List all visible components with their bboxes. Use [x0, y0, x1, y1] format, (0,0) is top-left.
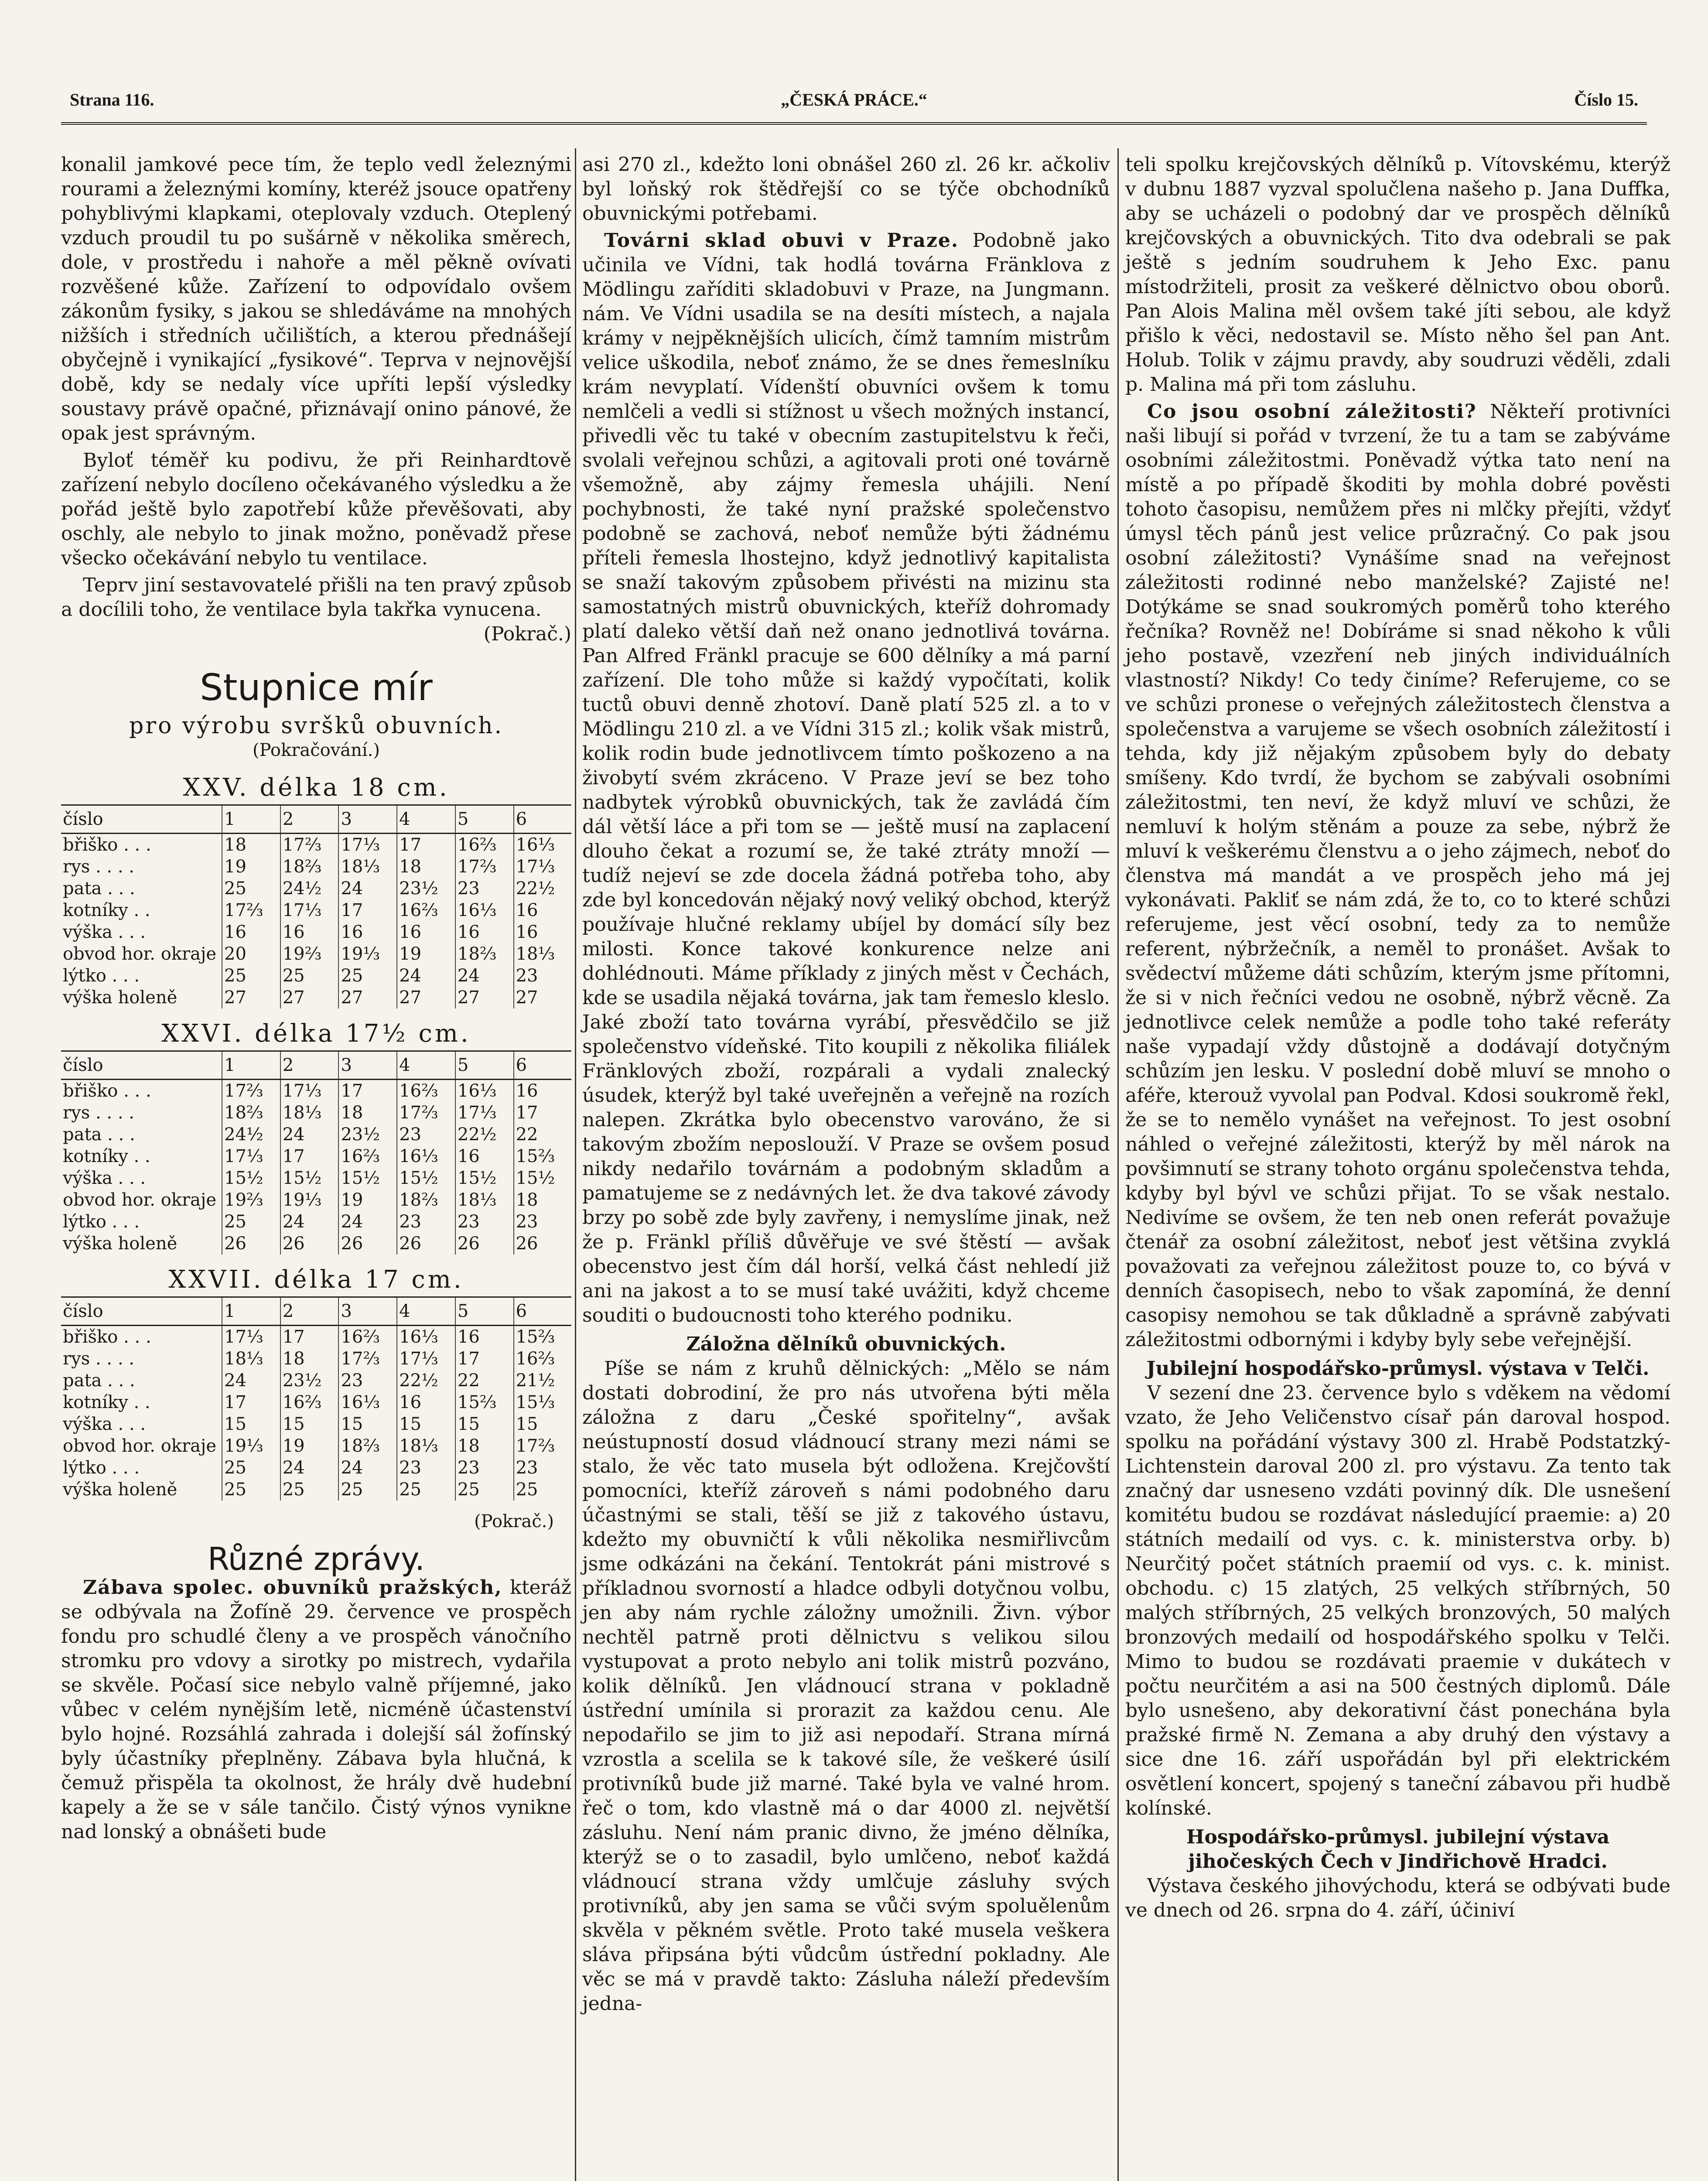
table-cell: 17	[338, 1080, 397, 1102]
column-3	[1125, 153, 1670, 1925]
row-label: kotníky . .	[63, 1392, 150, 1412]
news-heading: Zábava spolec. obuvníků pražských,	[83, 1576, 502, 1599]
table-cell: 17⅔	[222, 1080, 280, 1102]
table-cell: 17	[280, 1145, 339, 1167]
table-cell: 23	[455, 1457, 514, 1479]
table-row	[61, 834, 571, 856]
table-cell: 15⅔	[514, 1145, 571, 1167]
news-item: Co jsou osobní záležitosti? Někteří protivníci naši libují si pořád v tvrzení, že tu a tam se zabýváme osobními záležitostmi. Poněvadž výtka tato není na místě a po případě škoditi by mohla dobré pověsti tohoto časopisu, nemůžem přes ni mlčky přejíti, vždyť úmysl těch pánů jest velice průzračný. Co pak jsou osobní záležitosti? Vynášíme snad na veřejnost záležitosti rodinné nebo manželské? Zajisté ne! Dotýkáme se snad soukromých poměrů toho kterého řečníka? Rovněž ne! Dobíráme si snad někoho k vůli jeho postavě, vzezření neb jiných individuálních vlastností? Nikdy! Co tedy činíme? Referujeme, co se ve schůzi pronese o veřejných záležitostech členstva a společenstva a varujeme se všech osobních záležitostí i tehda, kdy již nějakým způsobem byly do debaty smíšeny. Kdo tvrdí, že bychom se zabývali osobními záležitostmi, ten neví, že když mluví ve schůzi, že nemluví k holým stěnám a pouze za sebe, nýbrž že mluví k veškerému členstvu a o jeho zájmech, neboť do členstva má mandát a ve prospěch jeho má jej vykonávati. Pakliť se nám zdá, že to, co to které schůzi referujeme, jest věcí osobní, tedy za to nemůže referent, nýbržečník, a neměl to pronášet. Avšak to svědectví můžeme dáti schůzím, kterým jsme přítomni, že si v nich řečníci vedou ne osobně, nýbrž věcně. Za jednotlivce celek nemůže a podle toho také referáty naše vypadají vždy důstojně a dodávají dotyčným schůzím jen lesku. V poslední době mluví se mnoho o aféře, kterouž vyvolal pan Podval. Kdosi soukromě řekl, že se to nemělo vynášet na veřejnost. To jest osobní náhled o veřejné záležitosti, kterýž by měl nárok na povšimnutí se strany tohoto orgánu společenstva tehda, kdyby byl bývl ve schůzi přijat. To se však nestalo. Nedivíme se ovšem, že ten neb onen referát považuje čtenář za osobní záležitost, neboť jest většina zvyklá považovati za veřejnou záležitost pouze to, co bývá v denních časopisech, nebo to však zapomíná, že denní casopisy nemohou se tak důkladně a správně zabývati záležitostmi odbornými i kdyby byly sebe veřejnější.	[1125, 400, 1670, 1351]
table-cell: 18	[514, 1189, 571, 1211]
row-label: pata . . .	[63, 879, 135, 899]
measure-table	[61, 1050, 571, 1255]
header-rule	[61, 122, 1647, 125]
news-heading: Továrni sklad obuvi v Praze.	[604, 229, 959, 252]
table-cell: 23½	[280, 1370, 339, 1391]
table-row	[61, 1391, 571, 1413]
table-cell: 25	[397, 1479, 455, 1501]
table-cell: 16	[514, 1080, 571, 1102]
table-cell: 18⅔	[338, 1435, 397, 1457]
table-header-cell: 3	[338, 1297, 397, 1326]
table-cell: 26	[338, 1233, 397, 1255]
table-row	[61, 1457, 571, 1479]
table-cell: 17	[222, 1391, 280, 1413]
table-cell: 27	[397, 987, 455, 1008]
news-heading: Hospodářsko-průmysl. jubilejní výstava jihočeských Čech v Jindřichově Hradci.	[1186, 1826, 1610, 1873]
table-cell: 18⅔	[455, 943, 514, 965]
table-title: XXVII. délka 17 cm.	[168, 1265, 464, 1294]
table-row	[61, 1211, 571, 1233]
table-row	[61, 899, 571, 921]
table-row	[61, 1189, 571, 1211]
table-cell: 17⅓	[397, 1348, 455, 1370]
table-cell: 15	[280, 1413, 339, 1435]
table-cell: 24½	[222, 1124, 280, 1145]
table-cell: 15	[455, 1413, 514, 1435]
row-label: břiško . . .	[63, 1327, 151, 1347]
table-header-cell: číslo	[61, 1051, 222, 1080]
table-cell: 17⅓	[338, 834, 397, 856]
row-label: výška . . .	[63, 1168, 146, 1188]
table-cell: 18⅓	[338, 856, 397, 878]
table-cell: 18⅓	[514, 943, 571, 965]
table-cell: 25	[222, 878, 280, 899]
table-cell: 19	[397, 943, 455, 965]
table-header-cell: 4	[397, 805, 455, 834]
table-cell: 23	[514, 1211, 571, 1233]
table-cell: 24½	[280, 878, 339, 899]
table-cell: 16⅔	[338, 1326, 397, 1348]
table-cell: 16	[338, 921, 397, 943]
table-cell: 16⅔	[280, 1391, 339, 1413]
table-cell: 25	[338, 965, 397, 987]
table-cell: 18⅔	[222, 1102, 280, 1124]
table-cell: 15½	[514, 1167, 571, 1189]
news-item: V sezení dne 23. července bylo s vděkem na vědomí vzato, že Jeho Veličenstvo císař pán daroval hospod. spolku na pořádání výstavy 300 zl. Hrabě Podstatzký-Lichtenstein daroval 200 zl. pro výstavu. Za tento tak značný dar usneseno vzdáti povinný dík. Dle usnešení komitétu budou se rozdávat následující praemie: a) 20 státních medailí od vys. c. k. ministerstva orby. b) Neurčitý počet státních praemií od vys. c. k. minist. obchodu. c) 15 zlatých, 25 velkých stříbrných, 50 malých stříbrných, 25 velkých bronzových, 50 malých bronzových medailí od hospodářského spolku v Telči. Mimo to budou se rozdávati praemie v dukátech v počtu neurčitém a asi na 500 čestných diplomů. Dále bylo usnešeno, aby dekorativní část ponechána byla pražské firmě N. Zemana a aby druhý den výstavy a sice dne 16. září uspořádán byl při elektrickém osvětlení koncert, spojený s taneční zábavou při hudbě kolínské.	[1125, 1382, 1670, 1819]
table-cell: 27	[455, 987, 514, 1008]
table-cell: 16	[397, 921, 455, 943]
table-cell: 16	[222, 921, 280, 943]
table-cell: 18⅓	[280, 1102, 339, 1124]
table-cell: 23	[455, 878, 514, 899]
table-cell: 27	[280, 987, 339, 1008]
table-cell: 22	[514, 1124, 571, 1145]
table-cell: 17⅔	[338, 1348, 397, 1370]
measure-tables	[61, 773, 571, 1501]
row-label: výška . . .	[63, 922, 146, 942]
table-cell: 24	[280, 1457, 339, 1479]
article-text: asi 270 zl., kdežto loni obnášel 260 zl. 26 kr. ačkoliv byl loňský rok štědřejší co se týče obchodníků obuvnickými potřebami.	[582, 154, 1110, 225]
table-row	[61, 1102, 571, 1124]
table-cell: 17⅓	[280, 899, 339, 921]
table-cell: 15	[338, 1413, 397, 1435]
table-cell: 18	[280, 1348, 339, 1370]
table-cell: 16	[455, 921, 514, 943]
table-cell: 22½	[514, 878, 571, 899]
row-label: břiško . . .	[63, 1081, 151, 1101]
table-cell: 24	[455, 965, 514, 987]
row-label: pata . . .	[63, 1125, 135, 1145]
table-cell: 17	[514, 1102, 571, 1124]
table-cell: 16⅓	[397, 1326, 455, 1348]
table-cell: 17⅔	[222, 899, 280, 921]
table-cell: 16⅔	[338, 1145, 397, 1167]
table-header-cell: číslo	[61, 1297, 222, 1326]
table-cell: 15	[222, 1413, 280, 1435]
table-cell: 23	[338, 1370, 397, 1391]
table-header-cell: 1	[222, 805, 280, 834]
table-cell: 17⅓	[280, 1080, 339, 1102]
article-text: Byloť téměř ku podivu, že při Reinhardtově zařízení nebylo docíleno očekávaného výsledku a že pořád ještě bylo zapotřebí kůže převěšovati, aby oschly, ale nebylo to jinak možno, poněvadž přese všecko očekávání nebylo tu ventilace.	[61, 449, 571, 569]
row-label: obvod hor. okraje	[63, 1436, 217, 1456]
table-cell: 19	[338, 1189, 397, 1211]
table-header-cell: 2	[280, 1051, 339, 1080]
table-row	[61, 878, 571, 899]
article-text: konalil jamkové pece tím, že teplo vedl železnými rourami a železnými komíny, kteréž jsouce opatřeny pohyblivými klapkami, oteplovaly vzduch. Oteplený vzduch proudil tu po sušárně v několika směrech, dole, v prostředu i nahoře a měl pěkně ovívati rozvěšené kůže. Zařízení to odpovídalo ovšem zákonům fysiky, s jakou se shledáváme na mnohých nižších i středních učilištích, a kterou přednášejí obyčejně i vynikající „fysikové“. Teprva v nejnovější době, kdy se nedaly více upříti lepší výsledky soustavy právě opačné, přiznávají onino pánové, že opak jest správným.	[61, 154, 571, 444]
continued-note: (Pokrač.)	[483, 623, 571, 645]
table-cell: 21½	[514, 1370, 571, 1391]
table-header-cell: 5	[455, 805, 514, 834]
table-cell: 25	[222, 1479, 280, 1501]
row-label: kotníky . .	[63, 1146, 150, 1166]
table-cell: 24	[338, 1211, 397, 1233]
table-cell: 18	[455, 1435, 514, 1457]
column-2	[582, 153, 1110, 2019]
table-cell: 15⅔	[514, 1326, 571, 1348]
table-header-cell: 1	[222, 1297, 280, 1326]
row-label: obvod hor. okraje	[63, 1190, 217, 1210]
table-cell: 26	[455, 1233, 514, 1255]
table-title: XXVI. délka 17½ cm.	[161, 1019, 471, 1048]
table-cell: 16	[514, 899, 571, 921]
table-row	[61, 1124, 571, 1145]
table-cell: 22½	[455, 1124, 514, 1145]
table-row	[61, 1413, 571, 1435]
table-cell: 19⅓	[280, 1189, 339, 1211]
table-cell: 24	[338, 878, 397, 899]
section-subtitle: pro výrobu svršků obuvních.	[129, 713, 504, 739]
table-cell: 16⅔	[455, 834, 514, 856]
table-row	[61, 965, 571, 987]
table-cell: 25	[222, 1211, 280, 1233]
page-header	[70, 89, 1638, 116]
row-label: lýtko . . .	[63, 1212, 140, 1232]
table-cell: 23	[397, 1457, 455, 1479]
table-cell: 24	[222, 1370, 280, 1391]
table-cell: 16⅓	[455, 899, 514, 921]
table-row	[61, 1326, 571, 1348]
table-cell: 19⅓	[338, 943, 397, 965]
table-row	[61, 1348, 571, 1370]
row-label: pata . . .	[63, 1371, 135, 1391]
row-label: rys . . . .	[63, 1103, 134, 1123]
table-cell: 27	[514, 987, 571, 1008]
table-cell: 15⅔	[455, 1391, 514, 1413]
table-cell: 16⅓	[514, 834, 571, 856]
news-item: Zábava spolec. obuvníků pražských, kteráž se odbývala na Žofíně 29. července ve prospěch fondu pro schudlé členy a ve prospěch vánočního stromku pro vdovy a sirotky po mistrech, vydařila se skvěle. Počasí sice nebylo valně příjemné, jako vůbec v celém nynějším letě, nicméně účastenství bylo hojné. Rozsáhlá zahrada i dolejší sál žofínský byly účastníky přeplněny. Zábava byla hlučná, k čemuž přispěla ta okolnost, že hrály dvě hudební kapely a že se v sále tančilo. Čistý výnos vynikne nad lonský a obnášeti bude	[61, 1576, 571, 1843]
table-cell: 24	[338, 1457, 397, 1479]
table-cell: 22	[455, 1370, 514, 1391]
article-text: Teprv jiní sestavovatelé přišli na ten pravý způsob a docílili toho, že ventilace byla takřka vynucena. (Pokrač.)	[61, 573, 571, 622]
column-1	[61, 153, 571, 1847]
table-title: XXV. délka 18 cm.	[183, 773, 450, 802]
table-header-cell: 1	[222, 1051, 280, 1080]
table-row	[61, 1080, 571, 1102]
row-label: břiško . . .	[63, 835, 151, 855]
table-cell: 17	[455, 1348, 514, 1370]
table-cell: 15½	[455, 1167, 514, 1189]
news-item: Výstava českého jihovýchodu, která se odbývati bude ve dnech od 26. srpna do 4. září, účiniví	[1125, 1875, 1670, 1921]
table-header-cell: 2	[280, 805, 339, 834]
table-cell: 24	[280, 1211, 339, 1233]
table-header-cell: 6	[514, 1051, 571, 1080]
table-cell: 25	[338, 1479, 397, 1501]
table-cell: 16⅓	[455, 1080, 514, 1102]
table-cell: 19⅓	[222, 1435, 280, 1457]
section-title: Stupnice mír	[200, 666, 433, 709]
table-row	[61, 987, 571, 1008]
table-cell: 25	[280, 1479, 339, 1501]
table-header-cell: 2	[280, 1297, 339, 1326]
article-text: teli spolku krejčovských dělníků p. Vítovskému, kterýž v dubnu 1887 vyzval spolučlena našeho p. Jana Duffka, aby se ucházeli o podobný dar ve prospěch dělníků krejčovských a obuvnických. Tito dva odebrali se pak ještě s jedním soudruhem k Jeho Exc. panu místodržiteli, prosit za veškeré dělnictvo obou oborů. Pan Alois Malina měl ovšem také jíti sebou, ale když přišlo k věci, nedostavil se. Místo něho šel pan Ant. Holub. Tolik v zájmu pravdy, aby soudruzi věděli, zdali p. Malina má při tom zásluhu.	[1125, 154, 1670, 396]
table-cell: 18⅔	[397, 1189, 455, 1211]
table-cell: 25	[222, 1457, 280, 1479]
table-cell: 19	[222, 856, 280, 878]
table-cell: 26	[222, 1233, 280, 1255]
table-row	[61, 856, 571, 878]
column-divider	[1117, 148, 1119, 2181]
table-cell: 16	[455, 1326, 514, 1348]
table-cell: 18	[338, 1102, 397, 1124]
table-cell: 17⅓	[222, 1326, 280, 1348]
table-cell: 15½	[280, 1167, 339, 1189]
table-header-cell: 3	[338, 1051, 397, 1080]
measure-table	[61, 804, 571, 1008]
table-cell: 16	[514, 921, 571, 943]
table-cell: 17⅓	[455, 1102, 514, 1124]
table-cell: 15	[514, 1413, 571, 1435]
table-cell: 17	[397, 834, 455, 856]
table-row	[61, 943, 571, 965]
table-cell: 27	[222, 987, 280, 1008]
table-cell: 19	[280, 1435, 339, 1457]
table-cell: 23	[397, 1211, 455, 1233]
journal-title: „ČESKÁ PRÁCE.“	[781, 90, 927, 109]
table-header-cell: 6	[514, 1297, 571, 1326]
continued-note: (Pokrač.)	[474, 1511, 554, 1531]
table-cell: 15	[397, 1413, 455, 1435]
measure-table	[61, 1296, 571, 1501]
table-cell: 18⅓	[222, 1348, 280, 1370]
row-label: výška . . .	[63, 1414, 146, 1434]
row-label: rys . . . .	[63, 1349, 134, 1369]
table-header-cell: 4	[397, 1051, 455, 1080]
news-item: Píše se nám z kruhů dělnických: „Mělo se nám dostati dobrodiní, že pro nás utvořena býti měla záložna z daru „České spořitelny“, avšak neústupností dosud vládnoucí strany mezi námi se stalo, že věc tato musela být odložena. Krejčovští pomocníci, kteříž zároveň s námi podobného daru účastnými se stali, těší se již z takového ústavu, kdežto my obuvničtí k vůli několika nesmiřlivcům jsme odkázáni na čekání. Tentokrát páni mistrové s příkladnou svorností a hladce odbyli dotyčnou volbu, jen aby nám rychle záložny umožnili. Živn. výbor nechtěl patrně proti dělnictvu s velikou silou vystupovat a proto nebylo ani tolik mistrů pozváno, kolik dělníků. Jen vládnoucí strana v pokladně ústřední umínila si prorazit za každou cenu. Ale nepodařilo se jim to již asi nepodaří. Strana mírná vzrostla a scelila se k takové síle, že veškeré úsilí protivníků bude již marné. Také byla ve valné hrom. řeč o tom, kdo vlastně má o dar 4000 zl. největší zásluhu. Není nám pranic divno, že jméno dělníka, kterýž se o to zasadil, bylo umlčeno, neboť každá vládnoucí strana vždy umlčuje zásluhy svých protivníků, aby jen sama se vůči svým spoluělenům skvěla v pěkném světle. Proto také musela veškera sláva připsána býti vůdcům ústřední pokladny. Ale věc se má v pravdě takto: Zásluha náleží především jedna-	[582, 1357, 1110, 2015]
table-cell: 16	[280, 921, 339, 943]
table-cell: 18⅓	[455, 1189, 514, 1211]
table-cell: 18⅔	[280, 856, 339, 878]
table-row	[61, 921, 571, 943]
news-heading: Jubilejní hospodářsko-průmysl. výstava v Telči.	[1146, 1357, 1650, 1380]
table-cell: 16	[455, 1145, 514, 1167]
table-row	[61, 1167, 571, 1189]
table-cell: 24	[280, 1124, 339, 1145]
row-label: lýtko . . .	[63, 1458, 140, 1478]
table-cell: 25	[280, 965, 339, 987]
table-row	[61, 1145, 571, 1167]
table-cell: 16⅔	[397, 899, 455, 921]
table-cell: 27	[338, 987, 397, 1008]
table-cell: 17	[338, 899, 397, 921]
news-item: Továrni sklad obuvi v Praze. Podobně jako učinila ve Vídni, tak hodlá továrna Fränklova z Mödlingu zaříditi skladobuvi v Praze, na Jungmann. nám. Ve Vídni usadila se na desíti místech, a najala krámy v nejpěknějších ulicích, čímž tamním mistrům velice uškodila, neboť známo, že se dnes řemeslníku krám nevyplatí. Vídenští obuvníci ovšem k tomu nemlčeli a vedli si stížnost u všech možných instancí, přivedli věc tu také v obecním zastupitelstvu k řeči, svolali veřejnou schůzi, a agitovali proti oné továrně všemožně, aby zájmy řemesla uhájili. Není pochybnosti, že také nyní pražské společenstvo podobně se zachová, neboť nemůže býti žádnému příteli řemesla lhostejno, když jednotlivý kapitalista se snaží takovým způsobem přivésti na mizinu sta samostatných mistrů obuvnických, kteříž dohromady platí daleko větší daň než onano jednotlivá továrna. Pan Alfred Fränkl pracuje se 600 dělníky a má parní zařízení. Dle toho může si každý vypočítati, kolik tuctů obuvi denně zhotoví. Daně platí 525 zl. a to v Mödlingu 210 zl. a ve Vídni 315 zl.; kolik však mistrů, kolik rodin bude jednotlivcem tímto poškozeno a na živobytí svém zkráceno. V Praze jeví se bez toho nadbytek výrobků obuvnických, tak že zavládá čím dál větší láce a při tom se — ještě musí na zaplacení dlouho čekat a rozumí se, že také ztráty množí — tudíž nejeví se zde docela žádná potřeba toho, aby zde byl koncedován nějaký nový veliký obchod, kterýž používaje hlučné reklamy ubíjel by domácí síly bez milosti. Konce takové konkurence nelze ani dohlédnouti. Máme příklady z jiných měst v Čechách, kde se usadila nějaká továrna, jak tam řemeslo kleslo. Jaké zboží tato továrna vyrábí, přesvědčilo se již společenstvo vídeňské. Tito koupili z několika filiálek Fränklových zboží, rozpárali a vydali znalecký úsudek, kterýž byl také uveřejněn a veřejně na rozích nalepen. Zkrátka bylo obecenstvo varováno, že si takovým zbožím neposlouží. V Praze se ovšem posud nikdy nedařilo továrnám a podobným skladům a pamatujeme se z nedávných let. že dva takové závody brzy po sobě zde byly zavřeny, i nemyslíme jinak, než že p. Fränkl příliš důvěřuje ve své štěstí — avšak obecenstvo jest čím dál horší, velká část nehledí již ani na jakost a to se musí také uvážiti, když chceme souditi o budoucnosti toho kterého podniku.	[582, 229, 1110, 1326]
table-header-cell: 3	[338, 805, 397, 834]
table-cell: 23½	[397, 878, 455, 899]
row-label: výška holeně	[63, 988, 178, 1008]
row-label: lýtko . . .	[63, 966, 140, 986]
table-cell: 23	[455, 1211, 514, 1233]
table-header-cell: číslo	[61, 805, 222, 834]
section-title: Různé zprávy.	[207, 1541, 425, 1577]
table-cell: 24	[397, 965, 455, 987]
table-cell: 26	[514, 1233, 571, 1255]
table-row	[61, 1370, 571, 1391]
table-cell: 25	[455, 1479, 514, 1501]
continuation-note: (Pokračování.)	[253, 740, 380, 760]
table-cell: 23	[514, 965, 571, 987]
table-row	[61, 1233, 571, 1255]
table-cell: 26	[397, 1233, 455, 1255]
table-cell: 15⅓	[514, 1391, 571, 1413]
table-cell: 16⅔	[397, 1080, 455, 1102]
column-divider	[575, 148, 576, 2181]
table-cell: 20	[222, 943, 280, 965]
table-cell: 18⅓	[397, 1435, 455, 1457]
table-cell: 23½	[338, 1124, 397, 1145]
table-cell: 17⅔	[455, 856, 514, 878]
table-cell: 25	[222, 965, 280, 987]
table-cell: 15½	[338, 1167, 397, 1189]
table-cell: 17⅔	[397, 1102, 455, 1124]
news-heading: Co jsou osobní záležitosti?	[1147, 400, 1477, 423]
page-number: Strana 116.	[70, 90, 154, 109]
table-cell: 16⅓	[397, 1145, 455, 1167]
table-cell: 19⅔	[222, 1189, 280, 1211]
table-cell: 16	[397, 1391, 455, 1413]
table-cell: 22½	[397, 1370, 455, 1391]
table-cell: 18	[222, 834, 280, 856]
table-header-cell: 5	[455, 1051, 514, 1080]
table-header-cell: 4	[397, 1297, 455, 1326]
table-cell: 16⅓	[338, 1391, 397, 1413]
table-cell: 17⅔	[514, 1435, 571, 1457]
table-cell: 16⅔	[514, 1348, 571, 1370]
table-cell: 17⅓	[514, 856, 571, 878]
table-row	[61, 1435, 571, 1457]
row-label: výška holeně	[63, 1480, 178, 1500]
news-heading: Záložna dělníků obuvnických.	[686, 1333, 1006, 1355]
row-label: obvod hor. okraje	[63, 944, 217, 964]
issue-number: Číslo 15.	[1574, 90, 1638, 109]
table-cell: 26	[280, 1233, 339, 1255]
table-cell: 17⅔	[280, 834, 339, 856]
table-cell: 15½	[222, 1167, 280, 1189]
table-cell: 15½	[397, 1167, 455, 1189]
table-cell: 25	[514, 1479, 571, 1501]
table-cell: 23	[397, 1124, 455, 1145]
table-header-cell: 5	[455, 1297, 514, 1326]
table-cell: 17⅓	[222, 1145, 280, 1167]
row-label: kotníky . .	[63, 900, 150, 920]
table-row	[61, 1479, 571, 1501]
row-label: výška holeně	[63, 1234, 178, 1254]
table-cell: 23	[514, 1457, 571, 1479]
row-label: rys . . . .	[63, 857, 134, 877]
table-cell: 19⅔	[280, 943, 339, 965]
table-header-cell: 6	[514, 805, 571, 834]
table-cell: 17	[280, 1326, 339, 1348]
table-cell: 18	[397, 856, 455, 878]
